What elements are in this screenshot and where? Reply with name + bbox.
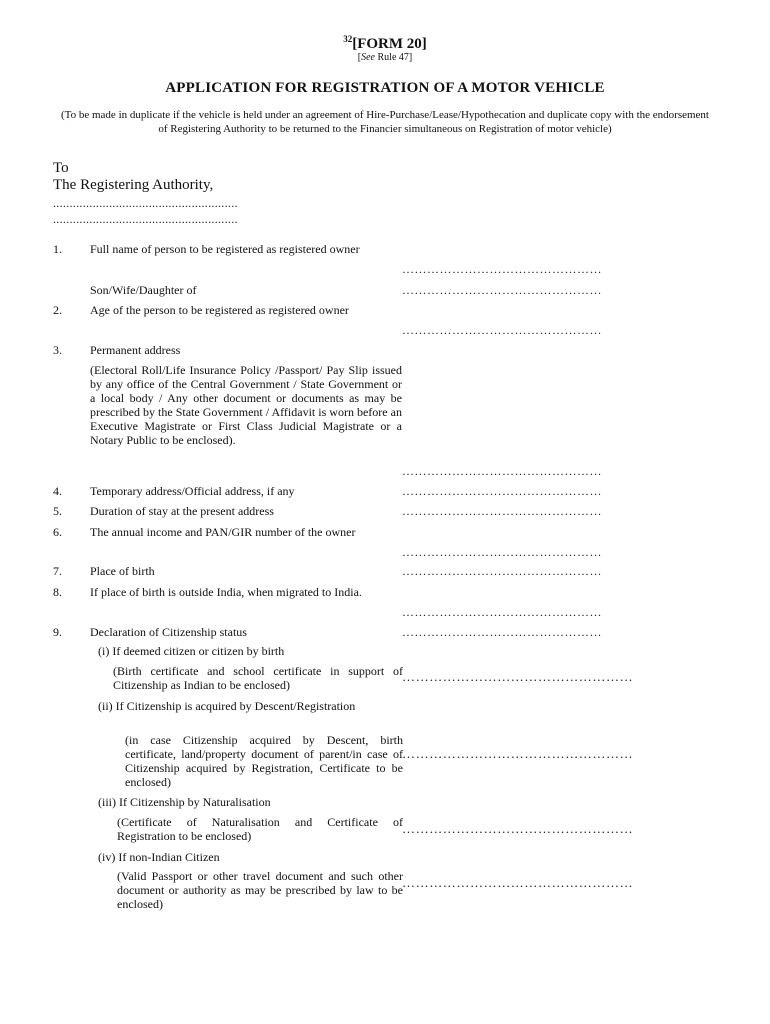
item-label: The annual income and PAN/GIR number of the owner [90,525,356,539]
item-number: 1. [53,242,62,256]
citizenship-option-note: (Certificate of Naturalisation and Certificate of Registration to be enclosed) [117,815,403,843]
rule-reference [0,52,770,63]
citizenship-option-label: (ii) If Citizenship is acquired by Descent/Registration [98,699,356,713]
footnote-marker: 32 [343,34,353,44]
citizenship-option-label: (iii) If Citizenship by Naturalisation [98,795,271,809]
citizenship-option-label: (i) If deemed citizen or citizen by birth [98,644,285,658]
item-label: Temporary address/Official address, if any [90,484,295,498]
address-line-2: ........................................................ [53,212,238,226]
fill-line-citizenship-descent: …………………………………………… [402,746,634,761]
rule-open: [ [357,52,362,63]
citizenship-option-note: (Valid Passport or other travel document and such other document or authority as may be prescribed by law to be enclosed) [117,869,403,911]
form-number [0,34,770,53]
item-label: If place of birth is outside India, when migrated to India. [90,585,362,599]
main-title: APPLICATION FOR REGISTRATION OF A MOTOR VEHICLE [165,80,605,96]
item-number: 9. [53,625,62,639]
intro-note: (To be made in duplicate if the vehicle is held under an agreement of Hire-Purchase/Lease/Hypothecation and duplicate copy with the endorsement of Registering Authority to be returned to the Financier simultaneous on Registration of motor vehicle) [61,109,709,135]
item-number: 5. [53,504,62,518]
item-number: 3. [53,343,62,357]
fill-line-temporary-address: ………………………………………… [402,484,602,498]
fill-line-age: ………………………………………… [402,323,602,337]
address-authority: The Registering Authority, [53,177,214,193]
item-label: Age of the person to be registered as registered owner [90,303,349,317]
item-note: (Electoral Roll/Life Insurance Policy /Passport/ Pay Slip issued by any office of the Central Government / State Government or a local body / Any other document or documents as may be prescribed by the State Government / Affidavit is worn before an Executive Magistrate or First Class Judicial Magistrate or a Notary Public to be enclosed). [90,363,402,447]
rule-see: See [361,52,375,63]
rule-rest: Rule 47] [375,52,413,63]
item-label: Declaration of Citizenship status [90,625,247,639]
fill-line-income-pan: ………………………………………… [402,545,602,559]
item-label: Duration of stay at the present address [90,504,274,518]
fill-line-citizenship-naturalisation: …………………………………………… [402,821,634,836]
item-number: 4. [53,484,62,498]
fill-line-relation: ………………………………………… [402,283,602,297]
item-label: Permanent address [90,343,181,357]
fill-line-duration: ………………………………………… [402,504,602,518]
address-to: To [53,160,69,176]
fill-line-citizenship: ………………………………………… [402,625,602,639]
fill-line-place-of-birth: ………………………………………… [402,564,602,578]
fill-line-permanent-address: ………………………………………… [402,464,602,478]
item-label: Son/Wife/Daughter of [90,283,197,297]
item-label: Full name of person to be registered as registered owner [90,242,360,256]
fill-line-citizenship-birth: …………………………………………… [402,669,634,684]
item-number: 8. [53,585,62,599]
citizenship-option-note: (in case Citizenship acquired by Descent, birth certificate, land/property document of parent/in case of Citizenship acquired by Registration, Certificate to be enclosed) [125,733,403,789]
fill-line-migration: ………………………………………… [402,605,602,619]
item-number: 6. [53,525,62,539]
form-title: [FORM 20] [352,36,427,52]
item-number: 7. [53,564,62,578]
fill-line-non-indian: …………………………………………… [402,875,634,890]
citizenship-option-note: (Birth certificate and school certificate in support of Citizenship as Indian to be enclosed) [113,664,403,692]
citizenship-option-label: (iv) If non-Indian Citizen [98,850,220,864]
item-number: 2. [53,303,62,317]
item-label: Place of birth [90,564,155,578]
address-line-1: ........................................................ [53,196,238,210]
fill-line-full-name: ………………………………………… [402,262,602,276]
